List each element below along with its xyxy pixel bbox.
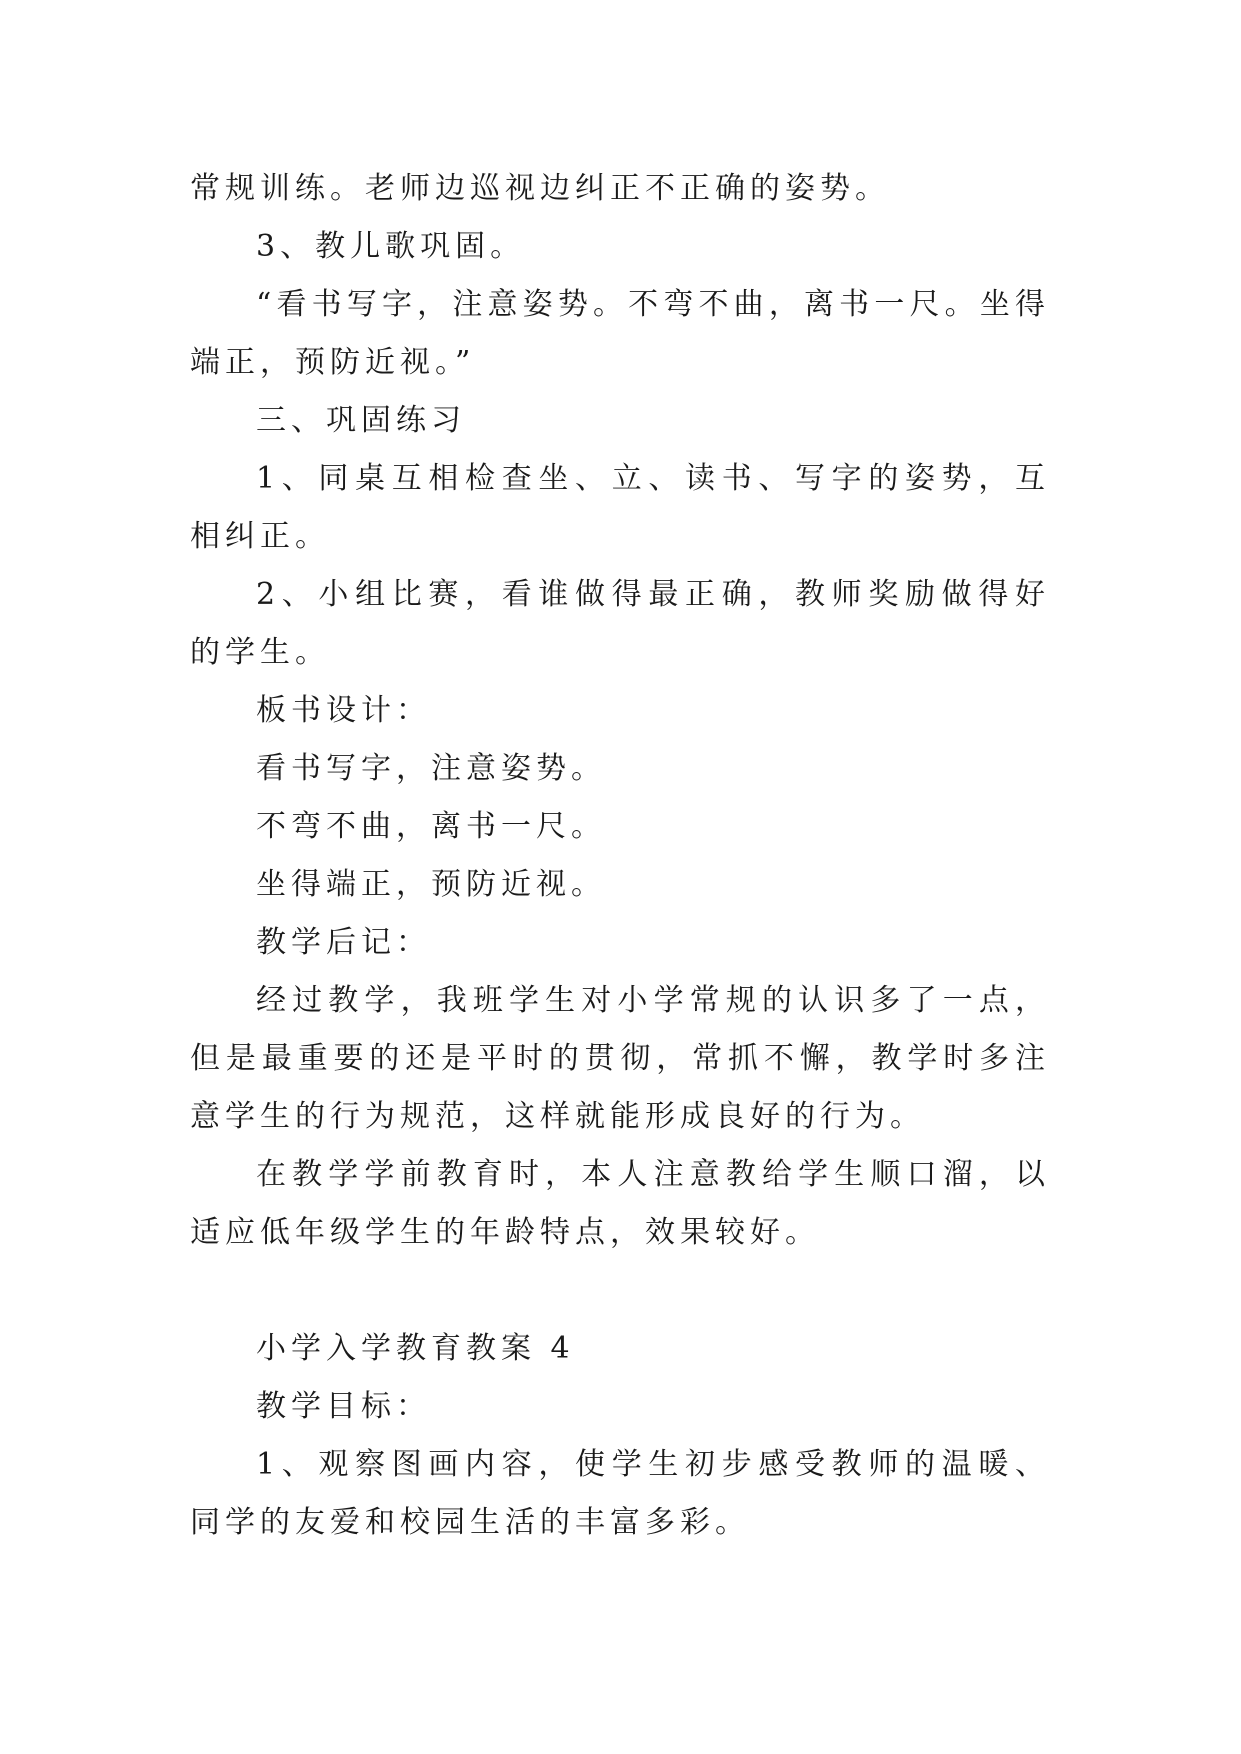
document-body (190, 160, 1050, 1552)
board-line: 看书写字，注意姿势。 (256, 751, 606, 786)
section-heading: 板书设计： (256, 693, 431, 728)
paragraph: 1、观察图画内容，使学生初步感受教师的温暖、同学的友爱和校园生活的丰富多彩。 (190, 1447, 1050, 1540)
section-heading: 教学后记： (256, 925, 431, 960)
section-heading: 教学目标： (256, 1389, 431, 1424)
paragraph: 在教学学前教育时，本人注意教给学生顺口溜，以适应低年级学生的年龄特点，效果较好。 (190, 1157, 1050, 1250)
section-gap (190, 1262, 1050, 1320)
section-heading: 三、巩固练习 (256, 403, 466, 438)
paragraph: 常规训练。老师边巡视边纠正不正确的姿势。 (190, 171, 890, 206)
paragraph: 1、同桌互相检查坐、立、读书、写字的姿势，互相纠正。 (190, 461, 1050, 554)
paragraph: 经过教学，我班学生对小学常规的认识多了一点，但是最重要的还是平时的贯彻，常抓不懈，教学时多注意学生的行为规范，这样就能形成良好的行为。 (190, 983, 1050, 1134)
lesson-title: 小学入学教育教案 4 (256, 1331, 575, 1366)
board-line: 不弯不曲，离书一尺。 (256, 809, 606, 844)
board-line: 坐得端正，预防近视。 (256, 867, 606, 902)
paragraph: 2、小组比赛，看谁做得最正确，教师奖励做得好的学生。 (190, 577, 1050, 670)
paragraph: “看书写字，注意姿势。不弯不曲，离书一尺。坐得端正，预防近视。” (190, 287, 1050, 380)
paragraph: 3、教儿歌巩固。 (256, 229, 526, 264)
